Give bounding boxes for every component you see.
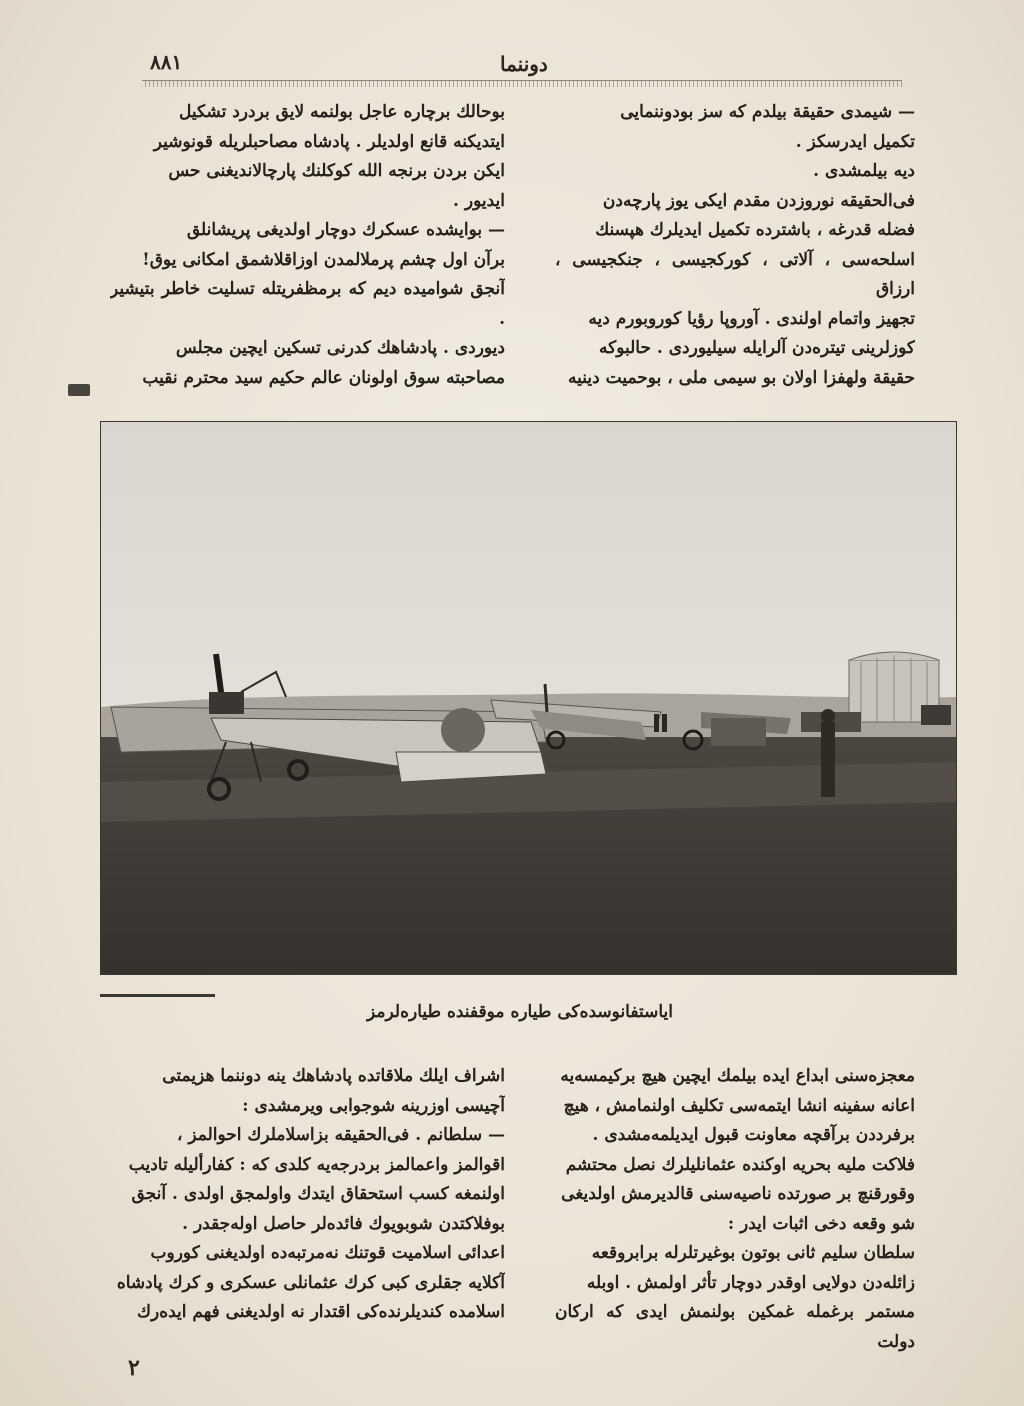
text-line: ایدیور . [453,190,505,211]
column-bottom-left [110,1062,505,1372]
text-line: وقورقنچ بر صورتده ناصیه‌سنی قالدیرمش اولدیغی [561,1184,915,1204]
airfield-photo [100,421,957,975]
text-line: آکلایه جقلری کبی کرك عثمانلی عسکری و کرك پادشاه [116,1272,505,1293]
text-line: حقیقة ولهفزا اولان بو سیمی ملی ، بوحمیت دینیه [568,367,915,388]
journal-title: دوننما [500,52,548,76]
text-line: دیوردی . پادشاهك کدرنی تسکین ایچین مجلس [175,338,505,358]
text-line: اسلحه‌سی ، آلاتی ، کورکجیسی ، جنکجیسی ، ارزاق [555,249,915,299]
text-line: اسلامده کندیلرنده‌کی اقتدار نه اولدیغنی فهم ایده‌رك [137,1302,505,1322]
text-line: اشراف ایلك ملاقاتده پادشاهك ینه دوننما هزیمتی [162,1066,505,1086]
text-line: کوزلرینی تیتره‌دن آلرایله سیلیوردی . حالبوکه [599,338,915,358]
text-line: دیه بیلمشدی . [813,161,915,181]
margin-mark [68,384,90,396]
text-line: برآن اول چشم پرملالمدن اوزاقلاشمق امکانی یوق! [142,249,505,270]
text-line: — بوایشده عسکرك دوچار اولدیغی پریشانلق [186,220,505,240]
text-line: فی‌الحقیقه نوروزدن مقدم ایکی یوز پارچه‌دن [602,190,915,211]
column-top-right [555,98,915,398]
photo-caption: ایاستفانوسده‌کی طیاره موقفنده طیاره‌لرمز [367,1002,673,1022]
text-line: فلاکت ملیه بحریه اوکنده عثمانلیلرك نصل محتشم [565,1154,915,1175]
text-line: برفرددن برآقچه معاونت قبول ایدیلمه‌مشدی . [592,1125,915,1145]
text-line: اعدائی اسلامیت قوتنك نه‌مرتبه‌ده اولدیغنی کوروب [150,1243,505,1263]
signature-number: ٢ [128,1355,140,1381]
text-line: — سلطانم . فی‌الحقیقه بزاسلاملرك احوالمز ، [176,1125,505,1145]
column-bottom-right [555,1062,915,1372]
text-line: تکمیل ایدرسکز . [795,131,915,152]
text-line: بوفلاکتدن شوبویوك فائده‌لر حاصل اوله‌جقدر . [182,1213,505,1234]
text-line: اعانه سفینه انشا ایتمه‌سی تکلیف اولنمامش ، هیچ [563,1095,915,1116]
text-line: آچیسی اوزرینه شوجوابی ویرمشدی : [242,1095,505,1116]
header-divider [142,80,902,87]
text-line: ایتدیکنه قانع اولدیلر . پادشاه مصاحبلریله قونوشیر [153,131,505,152]
text-line: مصاحبته سوق اولونان عالم حکیم سید محترم نقیب [142,367,505,388]
text-line: شو وقعه دخی اثبات ایدر : [727,1213,915,1234]
text-line: زائله‌دن دولایی اوقدر دوچار تأثر اولمش . اوبله [586,1272,915,1293]
text-line: اولنمغه کسب استحقاق ایتدك واولمجق اولدی . آنجق [131,1184,505,1204]
page-number: ٨٨١ [150,50,183,74]
column-top-left [110,98,505,398]
text-line: فضله قدرغه ، باشترده تکمیل ایدیلرك هپسنك [595,220,915,240]
text-line: ایکن بردن برنجه الله کوکلنك پارچالاندیغنی حس [168,161,505,181]
text-line: تجهیز واتمام اولندی . آوروپا رؤیا کوروبورم دیه [588,308,915,329]
text-line: سلطان سلیم ثانی بوتون بوغیرتلرله برابروقعه [591,1243,915,1263]
text-line: مستمر برغمله غمکین بولنمش ایدی که ارکان دولت [555,1302,915,1352]
text-line: معجزه‌سنی ابداع ایده بیلمك ایچین هیچ برکیمسه‌یه [560,1066,915,1086]
caption-rule [100,994,215,997]
text-line: اقوالمز واعمالمز بردرجه‌یه کلدی که : کفارألیله تادیب [128,1154,505,1175]
text-line: آنجق شوامیده دیم که برمظفریتله تسلیت خاطر بتیشیر . [110,279,505,329]
text-line: — شیمدی حقیقة بیلدم که سز بودوننمایی [620,102,915,122]
text-line: بوحالك برچاره عاجل بولنمه لایق بردرد تشکیل [179,102,505,122]
photo-illustration [101,422,956,974]
